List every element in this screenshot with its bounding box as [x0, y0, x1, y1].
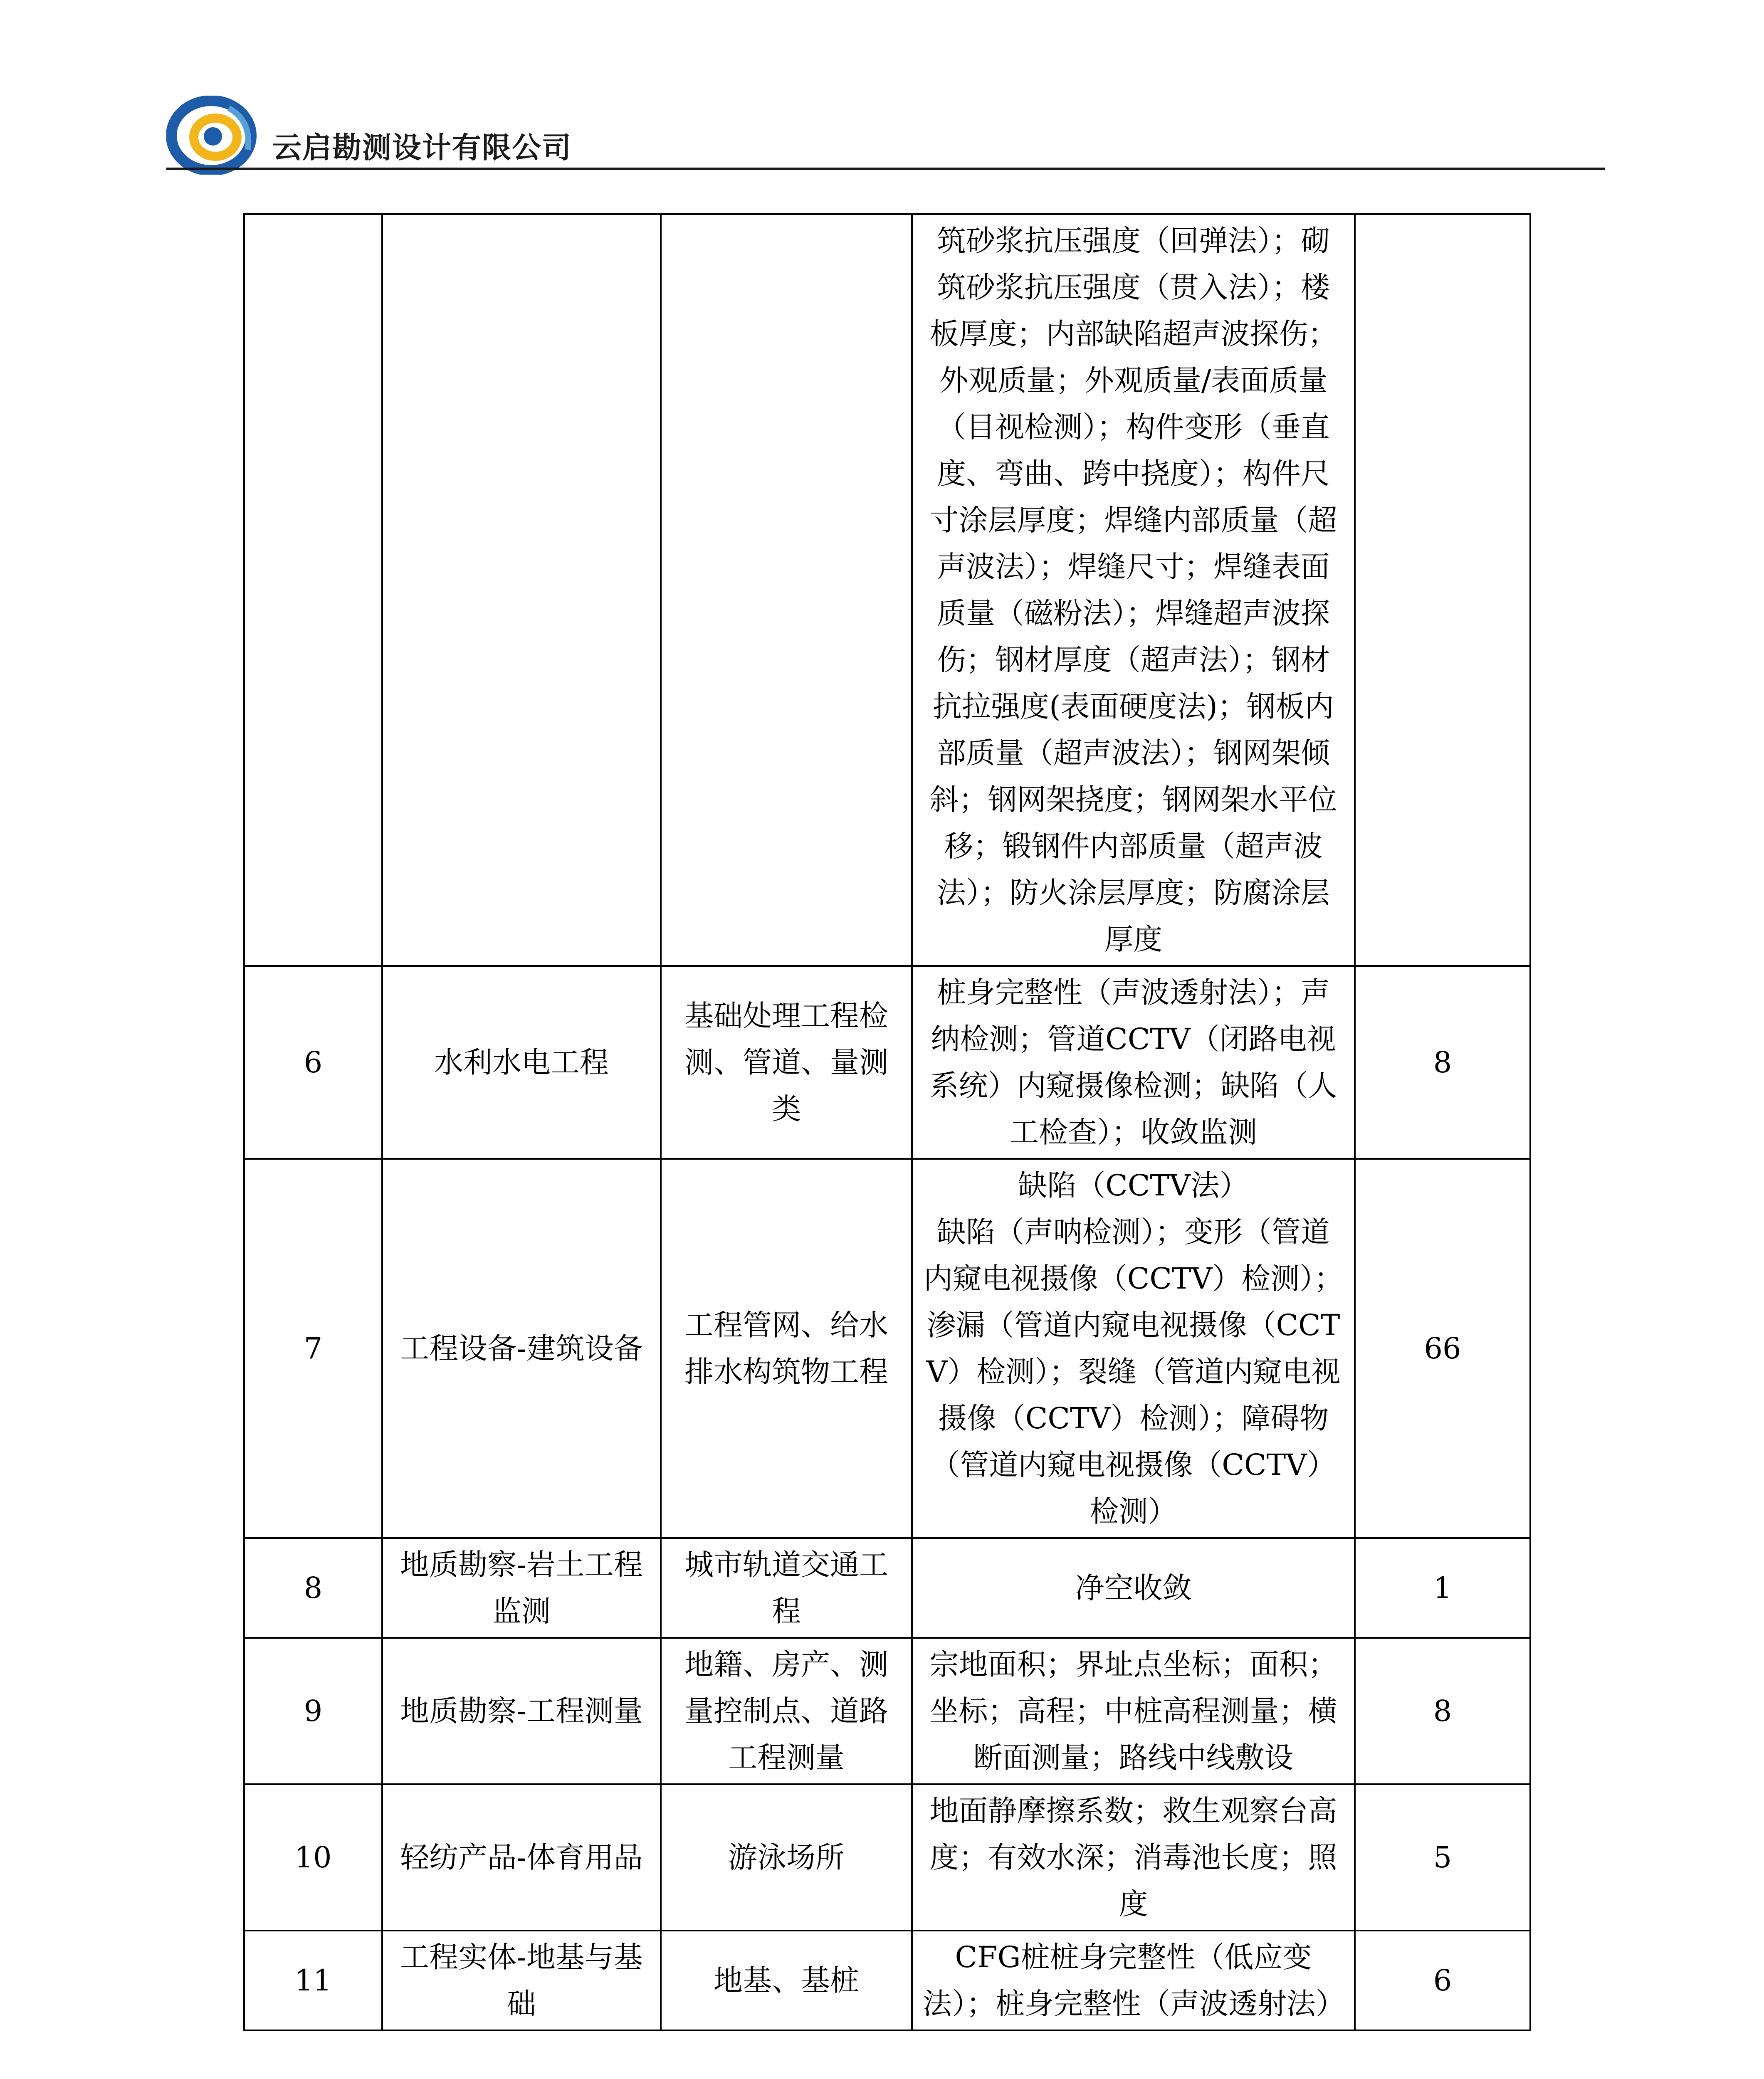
object-cell: 工程管网、给水排水构筑物工程 — [661, 1159, 912, 1538]
page-header — [166, 87, 1605, 170]
row-number — [244, 214, 382, 966]
count-cell: 6 — [1355, 1931, 1530, 2030]
row-number: 6 — [244, 966, 382, 1159]
category-cell: 工程设备-建筑设备 — [382, 1159, 661, 1538]
count-cell: 8 — [1355, 966, 1530, 1159]
test-items-cell: 桩身完整性（声波透射法）；声纳检测；管道CCTV（闭路电视系统）内窥摄像检测；缺陷（人工检查）；收敛监测 — [912, 966, 1355, 1159]
table-row — [244, 1931, 1530, 2030]
table-row — [244, 1784, 1530, 1931]
test-items-cell: 净空收敛 — [912, 1538, 1355, 1638]
count-cell — [1355, 214, 1530, 966]
category-cell: 地质勘察-岩土工程监测 — [382, 1538, 661, 1638]
table-row — [244, 1538, 1530, 1638]
count-cell: 5 — [1355, 1784, 1530, 1931]
test-items-cell: 宗地面积；界址点坐标；面积；坐标；高程；中桩高程测量；横断面测量；路线中线敷设 — [912, 1638, 1355, 1784]
test-items-cell: 地面静摩擦系数；救生观察台高度；有效水深；消毒池长度；照度 — [912, 1784, 1355, 1931]
object-cell: 地籍、房产、测量控制点、道路工程测量 — [661, 1638, 912, 1784]
object-cell: 基础处理工程检测、管道、量测类 — [661, 966, 912, 1159]
category-cell: 水利水电工程 — [382, 966, 661, 1159]
table-row — [244, 1159, 1530, 1538]
table-row — [244, 1638, 1530, 1784]
object-cell: 地基、基桩 — [661, 1931, 912, 2030]
category-cell: 地质勘察-工程测量 — [382, 1638, 661, 1784]
object-cell — [661, 214, 912, 966]
row-number: 10 — [244, 1784, 382, 1931]
category-cell: 工程实体-地基与基础 — [382, 1931, 661, 2030]
header-divider — [166, 168, 1605, 170]
category-cell: 轻纺产品-体育用品 — [382, 1784, 661, 1931]
test-items-cell: 筑砂浆抗压强度（回弹法）；砌筑砂浆抗压强度（贯入法）；楼板厚度；内部缺陷超声波探伤；外观质量；外观质量/表面质量（目视检测）；构件变形（垂直度、弯曲、跨中挠度）；构件尺寸涂层厚度；焊缝内部质量（超声波法）；焊缝尺寸；焊缝表面质量（磁粉法）；焊缝超声波探伤；钢材厚度（超声法）；钢材抗拉强度(表面硬度法)；钢板内部质量（超声波法）；钢网架倾斜；钢网架挠度；钢网架水平位移；锻钢件内部质量（超声波法）；防火涂层厚度；防腐涂层厚度 — [912, 214, 1355, 966]
test-items-cell: CFG桩桩身完整性（低应变法）；桩身完整性（声波透射法） — [912, 1931, 1355, 2030]
category-cell — [382, 214, 661, 966]
table-row — [244, 966, 1530, 1159]
object-cell: 游泳场所 — [661, 1784, 912, 1931]
object-cell: 城市轨道交通工程 — [661, 1538, 912, 1638]
company-name: 云启勘测设计有限公司 — [272, 131, 572, 165]
count-cell: 1 — [1355, 1538, 1530, 1638]
row-number: 11 — [244, 1931, 382, 2030]
company-logo-icon — [166, 96, 262, 175]
count-cell: 66 — [1355, 1159, 1530, 1538]
table-row — [244, 214, 1530, 966]
row-number: 8 — [244, 1538, 382, 1638]
test-items-cell: 缺陷（CCTV法） 缺陷（声呐检测）；变形（管道内窥电视摄像（CCTV）检测）；渗漏（管道内窥电视摄像（CCTV）检测）；裂缝（管道内窥电视摄像（CCTV）检测）；障碍物（管道内窥电视摄像（CCTV）检测） — [912, 1159, 1355, 1538]
count-cell: 8 — [1355, 1638, 1530, 1784]
inspection-table — [243, 213, 1531, 2031]
row-number: 9 — [244, 1638, 382, 1784]
row-number: 7 — [244, 1159, 382, 1538]
